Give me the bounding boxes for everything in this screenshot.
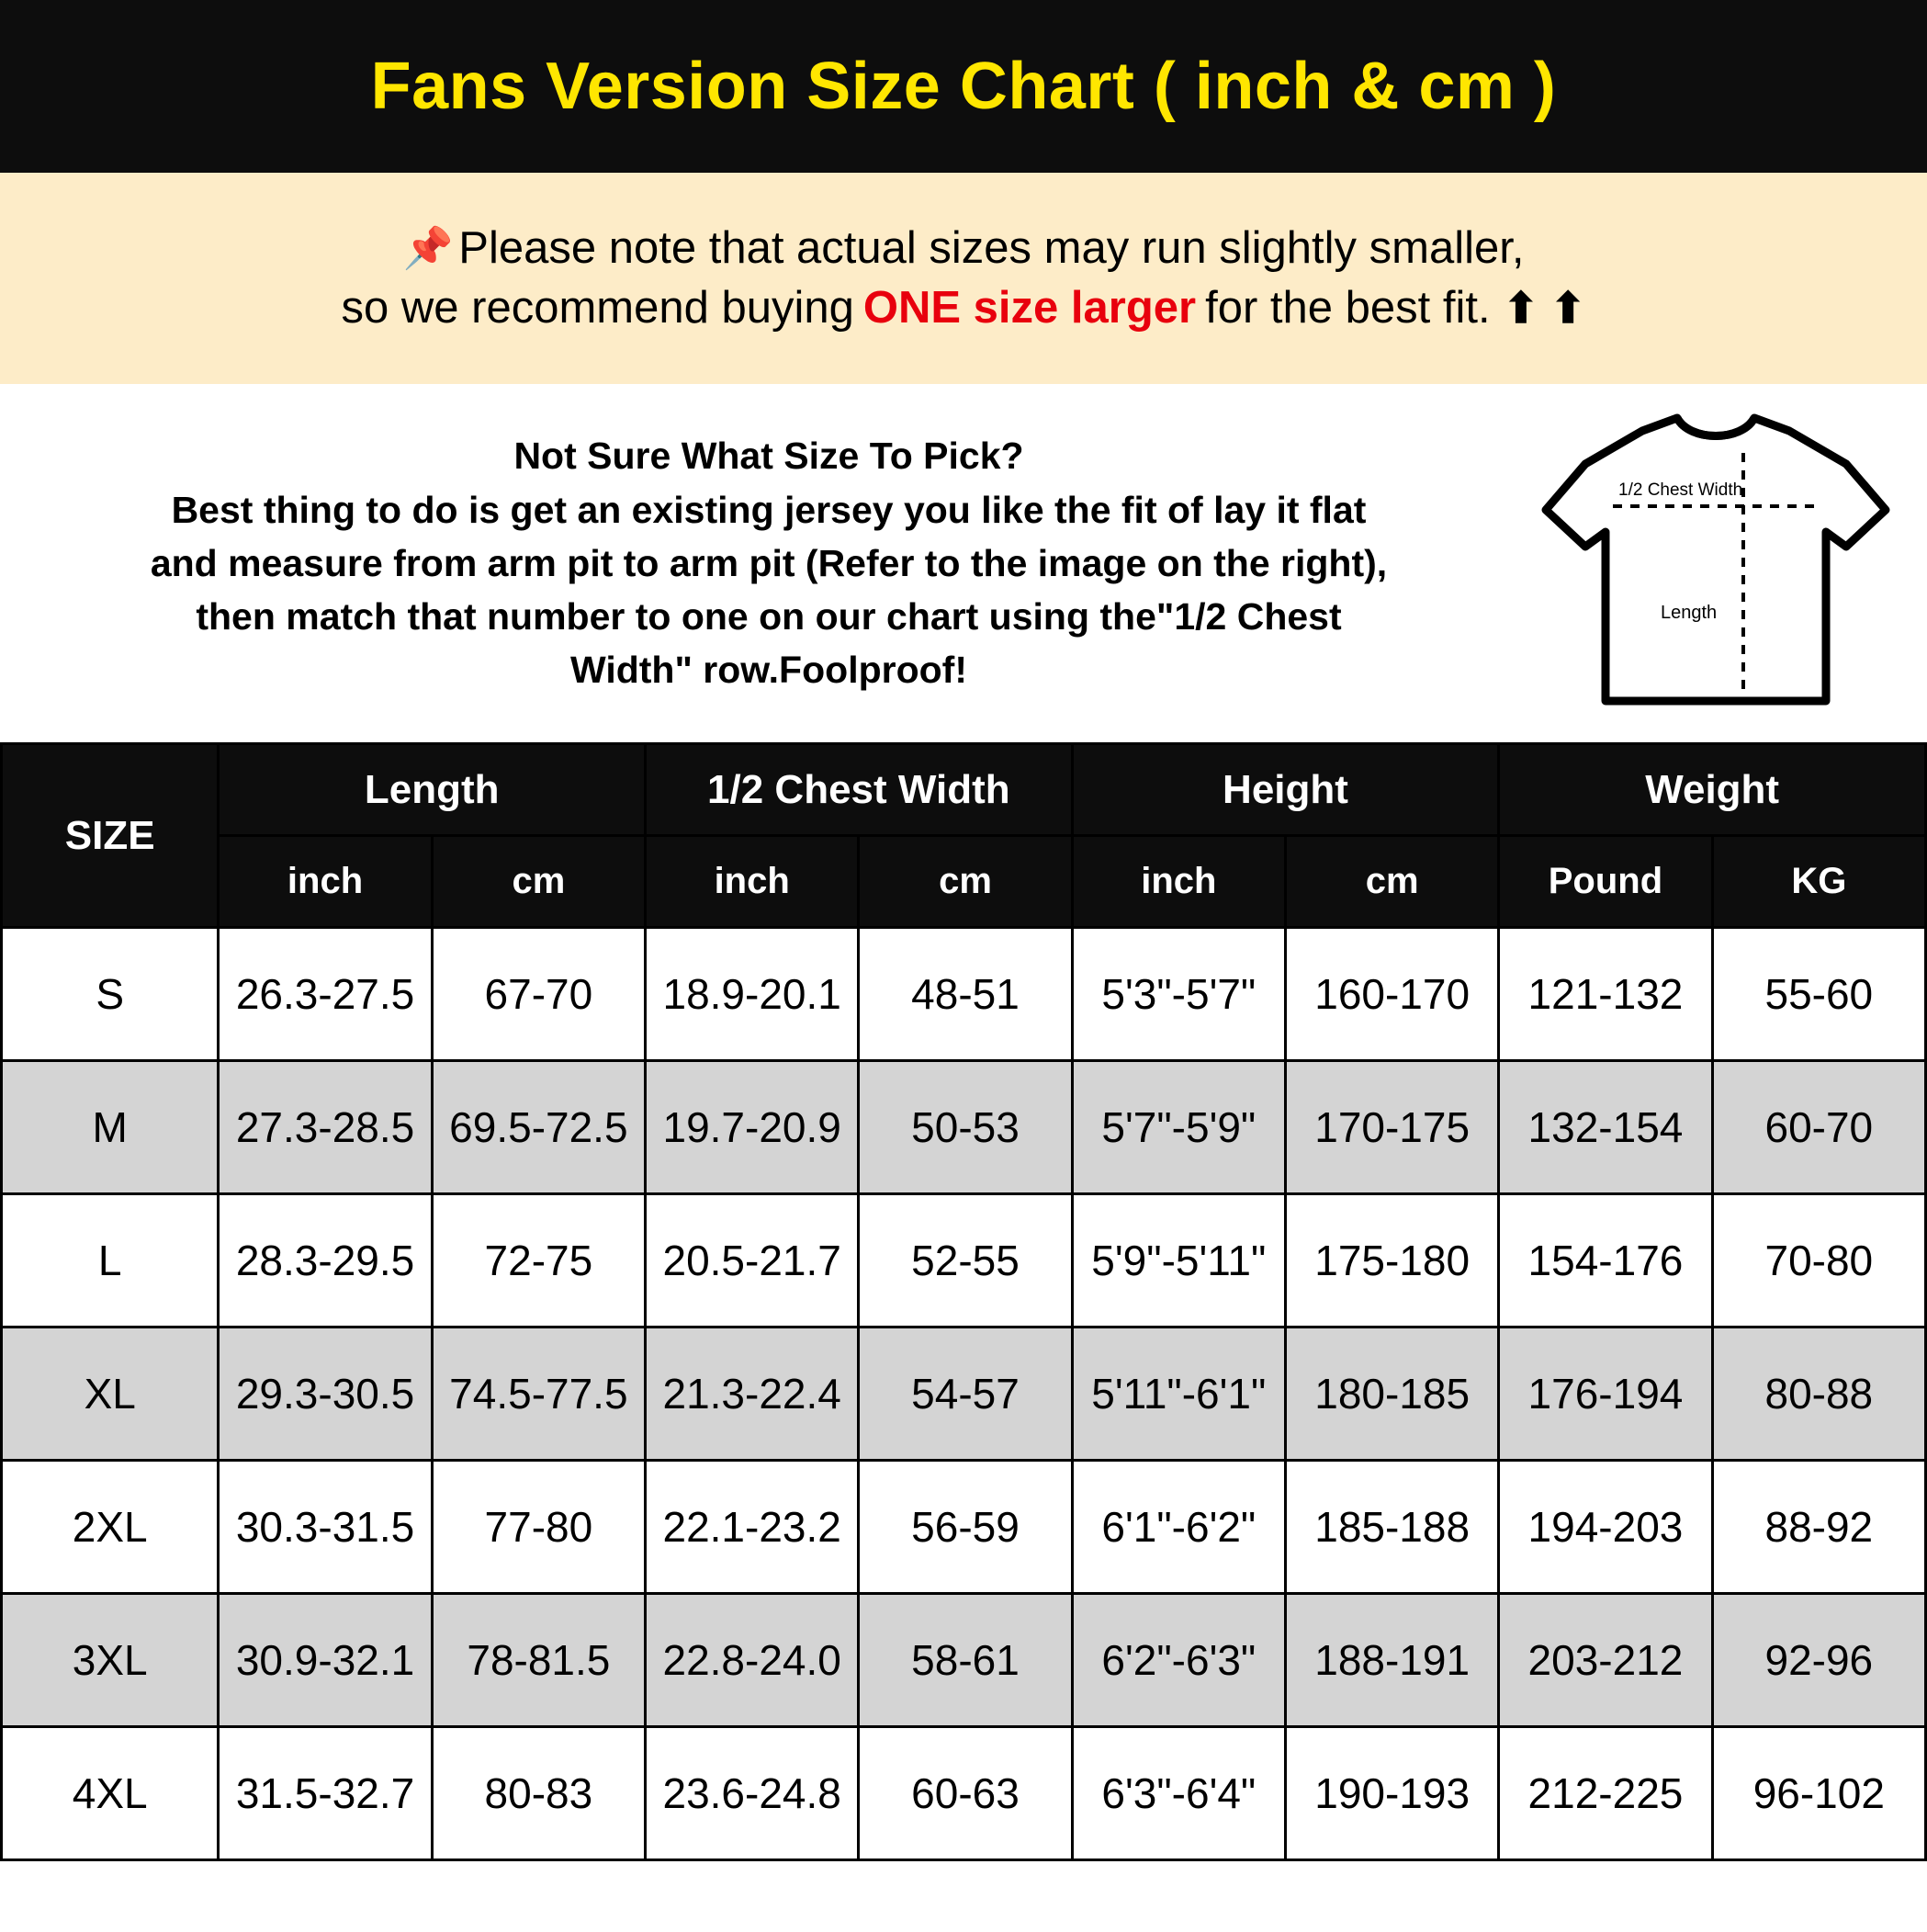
pushpin-icon: 📌	[402, 225, 454, 271]
note-text-2-pre: so we recommend buying	[341, 283, 854, 333]
cell-length-cm: 74.5-77.5	[432, 1328, 645, 1461]
cell-weight-pound: 121-132	[1499, 928, 1712, 1061]
cell-weight-kg: 96-102	[1712, 1727, 1925, 1860]
advice-text-block	[9, 429, 1514, 696]
size-table-head	[2, 744, 1926, 928]
header-group-weight: Weight	[1499, 744, 1926, 836]
cell-chest-cm: 56-59	[859, 1461, 1072, 1594]
cell-height-cm: 185-188	[1285, 1461, 1498, 1594]
cell-length-inch: 30.9-32.1	[219, 1594, 432, 1727]
cell-size: 2XL	[2, 1461, 219, 1594]
cell-length-cm: 72-75	[432, 1194, 645, 1328]
header-size: SIZE	[2, 744, 219, 928]
cell-size: L	[2, 1194, 219, 1328]
size-table	[0, 742, 1927, 1861]
cell-chest-cm: 58-61	[859, 1594, 1072, 1727]
cell-weight-kg: 88-92	[1712, 1461, 1925, 1594]
page-title: Fans Version Size Chart ( inch & cm )	[370, 50, 1557, 123]
cell-length-inch: 27.3-28.5	[219, 1061, 432, 1194]
cell-height-inch: 6'1"-6'2"	[1072, 1461, 1285, 1594]
header-unit-length-cm: cm	[432, 836, 645, 928]
size-note-banner	[0, 173, 1927, 384]
note-emphasis: ONE size larger	[862, 283, 1197, 333]
cell-height-inch: 5'7"-5'9"	[1072, 1061, 1285, 1194]
table-row	[2, 1727, 1926, 1860]
note-line-1	[402, 219, 1524, 278]
cell-chest-inch: 18.9-20.1	[646, 928, 859, 1061]
cell-chest-inch: 22.1-23.2	[646, 1461, 859, 1594]
cell-length-cm: 77-80	[432, 1461, 645, 1594]
header-unit-length-inch: inch	[219, 836, 432, 928]
cell-weight-pound: 132-154	[1499, 1061, 1712, 1194]
table-row	[2, 1594, 1926, 1727]
table-row	[2, 1461, 1926, 1594]
cell-size: XL	[2, 1328, 219, 1461]
cell-size: S	[2, 928, 219, 1061]
header-unit-height-cm: cm	[1285, 836, 1498, 928]
cell-weight-pound: 194-203	[1499, 1461, 1712, 1594]
cell-length-cm: 67-70	[432, 928, 645, 1061]
length-label: Length	[1661, 603, 1718, 623]
cell-height-inch: 6'2"-6'3"	[1072, 1594, 1285, 1727]
cell-length-inch: 30.3-31.5	[219, 1461, 432, 1594]
cell-weight-kg: 92-96	[1712, 1594, 1925, 1727]
table-row	[2, 1061, 1926, 1194]
cell-length-inch: 28.3-29.5	[219, 1194, 432, 1328]
cell-weight-pound: 176-194	[1499, 1328, 1712, 1461]
header-unit-chest-cm: cm	[859, 836, 1072, 928]
cell-size: 4XL	[2, 1727, 219, 1860]
cell-chest-cm: 48-51	[859, 928, 1072, 1061]
tshirt-icon	[1523, 407, 1909, 719]
cell-chest-cm: 54-57	[859, 1328, 1072, 1461]
cell-length-cm: 80-83	[432, 1727, 645, 1860]
cell-chest-inch: 19.7-20.9	[646, 1061, 859, 1194]
cell-weight-kg: 55-60	[1712, 928, 1925, 1061]
advice-line-2: and measure from arm pit to arm pit (Refer to the image on the right),	[150, 541, 1388, 584]
advice-heading: Not Sure What Size To Pick?	[513, 435, 1024, 478]
advice-line-3: then match that number to one on our chart using the"1/2 Chest	[196, 595, 1342, 638]
cell-length-inch: 31.5-32.7	[219, 1727, 432, 1860]
cell-size: M	[2, 1061, 219, 1194]
cell-length-inch: 26.3-27.5	[219, 928, 432, 1061]
size-table-body	[2, 928, 1926, 1860]
cell-chest-inch: 21.3-22.4	[646, 1328, 859, 1461]
cell-chest-inch: 23.6-24.8	[646, 1727, 859, 1860]
tshirt-diagram-wrap	[1514, 407, 1918, 719]
cell-chest-cm: 60-63	[859, 1727, 1072, 1860]
cell-weight-kg: 60-70	[1712, 1061, 1925, 1194]
cell-length-cm: 78-81.5	[432, 1594, 645, 1727]
advice-line-4: Width" row.Foolproof!	[570, 649, 967, 692]
measure-advice-section	[0, 384, 1927, 742]
size-table-wrap	[0, 742, 1927, 1932]
cell-weight-pound: 212-225	[1499, 1727, 1712, 1860]
cell-length-inch: 29.3-30.5	[219, 1328, 432, 1461]
cell-height-cm: 180-185	[1285, 1328, 1498, 1461]
arrow-up-icon: ⬆ ⬆	[1503, 283, 1586, 332]
cell-height-cm: 170-175	[1285, 1061, 1498, 1194]
header-unit-height-inch: inch	[1072, 836, 1285, 928]
cell-weight-pound: 154-176	[1499, 1194, 1712, 1328]
cell-weight-pound: 203-212	[1499, 1594, 1712, 1727]
table-row	[2, 1194, 1926, 1328]
cell-chest-inch: 22.8-24.0	[646, 1594, 859, 1727]
chart-title-bar	[0, 0, 1927, 173]
table-group-header-row	[2, 744, 1926, 836]
cell-height-inch: 6'3"-6'4"	[1072, 1727, 1285, 1860]
cell-weight-kg: 70-80	[1712, 1194, 1925, 1328]
note-text-2-post: for the best fit.	[1205, 283, 1491, 333]
header-unit-chest-inch: inch	[646, 836, 859, 928]
header-group-height: Height	[1072, 744, 1499, 836]
cell-height-inch: 5'11"-6'1"	[1072, 1328, 1285, 1461]
header-group-length: Length	[219, 744, 646, 836]
table-row	[2, 928, 1926, 1061]
cell-weight-kg: 80-88	[1712, 1328, 1925, 1461]
cell-chest-inch: 20.5-21.7	[646, 1194, 859, 1328]
cell-height-cm: 175-180	[1285, 1194, 1498, 1328]
cell-height-inch: 5'3"-5'7"	[1072, 928, 1285, 1061]
cell-height-cm: 160-170	[1285, 928, 1498, 1061]
table-unit-header-row	[2, 836, 1926, 928]
header-unit-weight-pound: Pound	[1499, 836, 1712, 928]
table-row	[2, 1328, 1926, 1461]
note-line-2	[342, 278, 1586, 338]
note-text-1: Please note that actual sizes may run slightly smaller,	[458, 223, 1525, 274]
cell-length-cm: 69.5-72.5	[432, 1061, 645, 1194]
chest-width-label: 1/2 Chest Width	[1618, 480, 1743, 500]
header-group-chest-width: 1/2 Chest Width	[646, 744, 1073, 836]
cell-height-inch: 5'9"-5'11"	[1072, 1194, 1285, 1328]
cell-height-cm: 188-191	[1285, 1594, 1498, 1727]
cell-chest-cm: 52-55	[859, 1194, 1072, 1328]
header-unit-weight-kg: KG	[1712, 836, 1925, 928]
cell-size: 3XL	[2, 1594, 219, 1727]
advice-line-1: Best thing to do is get an existing jersey you like the fit of lay it flat	[171, 488, 1367, 531]
cell-chest-cm: 50-53	[859, 1061, 1072, 1194]
cell-height-cm: 190-193	[1285, 1727, 1498, 1860]
